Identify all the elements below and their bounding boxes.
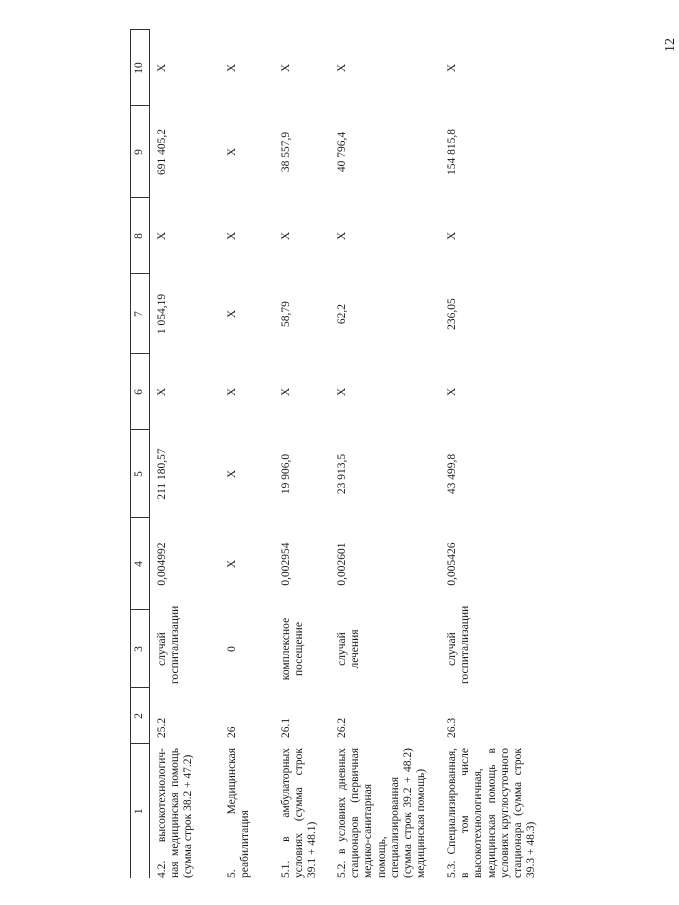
table-cell: X — [226, 309, 238, 319]
table-cell: 236,05 — [446, 298, 458, 330]
table-cell: 691 405,2 — [156, 129, 168, 175]
row-name: 5. Медицинская реабилитация — [226, 748, 252, 878]
table-cell: X — [226, 469, 238, 479]
table-cell: 43 499,8 — [446, 453, 458, 495]
table-cell: X — [446, 387, 458, 397]
column-header: 7 — [131, 274, 150, 354]
table-cell: 58,79 — [280, 301, 292, 327]
table-cell: X — [156, 387, 168, 397]
row-name: 5.3. Специализированная, в том числе высокотехнологичная, медицинская помощь в условиях круглосуточного стационара (сумма строк 39.3 + 48.3) — [446, 748, 538, 878]
table-cell: X — [336, 63, 348, 73]
column-header: 2 — [131, 688, 150, 744]
table-cell: 0,002601 — [336, 542, 348, 586]
table-cell: 0,002954 — [280, 542, 292, 586]
table-row — [330, 30, 440, 878]
table-row — [220, 30, 274, 878]
table-cell: 23 913,5 — [336, 453, 348, 495]
table-header-row — [131, 30, 150, 878]
table-cell: X — [226, 147, 238, 157]
row-code: 25.2 — [156, 717, 168, 738]
table-cell: 0,004992 — [156, 542, 168, 586]
table-cell: X — [226, 63, 238, 73]
row-code: 26 — [226, 726, 238, 738]
table-cell: 19 906,0 — [280, 453, 292, 495]
column-header: 3 — [131, 610, 150, 688]
table-cell: 1 054,19 — [156, 293, 168, 335]
column-header: 4 — [131, 518, 150, 610]
data-table — [130, 30, 562, 879]
table-cell: 38 557,9 — [280, 131, 292, 173]
table-cell: X — [156, 63, 168, 73]
table-cell: X — [280, 231, 292, 241]
column-header: 6 — [131, 354, 150, 430]
table-cell: X — [280, 63, 292, 73]
column-header: 10 — [131, 30, 150, 106]
table-cell: X — [226, 231, 238, 241]
table-cell: 0,005426 — [446, 542, 458, 586]
table-cell: 62,2 — [336, 303, 348, 325]
table-cell: X — [446, 63, 458, 73]
table-cell: X — [336, 387, 348, 397]
table-row — [150, 30, 221, 878]
table-cell: 154 815,8 — [446, 129, 458, 175]
column-header: 9 — [131, 106, 150, 198]
row-code: 26.1 — [280, 717, 292, 738]
table-cell: X — [446, 231, 458, 241]
rotated-table-container — [130, 30, 538, 878]
table-cell: X — [156, 231, 168, 241]
row-name: 5.1. в амбулаторных условиях (сумма строк 39.1 + 48.1) — [280, 748, 319, 878]
row-unit: 0 — [226, 646, 238, 652]
row-unit: случай госпитализации — [156, 605, 182, 684]
row-code: 26.3 — [446, 717, 458, 738]
column-header: 5 — [131, 430, 150, 518]
table-cell: 40 796,4 — [336, 131, 348, 173]
table-cell: 211 180,57 — [156, 448, 168, 500]
table-row — [440, 30, 562, 878]
row-unit: комплексное посещение — [280, 617, 306, 681]
table-cell: X — [226, 387, 238, 397]
row-unit: случай лечения — [336, 629, 362, 669]
row-code: 26.2 — [336, 717, 348, 738]
table-row — [274, 30, 330, 878]
row-name: 5.2. в условиях дневных стационаров (первичная медико-санитарная помощь, специализированная (сумма строк 39.2 + 48.2) медицинская помощь) — [336, 748, 428, 878]
row-unit: случай госпитализации — [446, 605, 472, 684]
table-cell: X — [336, 231, 348, 241]
table-cell: X — [226, 559, 238, 569]
page-number: 12 — [663, 38, 678, 52]
column-header: 8 — [131, 198, 150, 274]
row-name: 4.2. высокотехнологич-ная медицинская помощь (сумма строк 38.2 + 47.2) — [156, 748, 195, 878]
column-header: 1 — [131, 744, 150, 878]
table-cell: X — [280, 387, 292, 397]
